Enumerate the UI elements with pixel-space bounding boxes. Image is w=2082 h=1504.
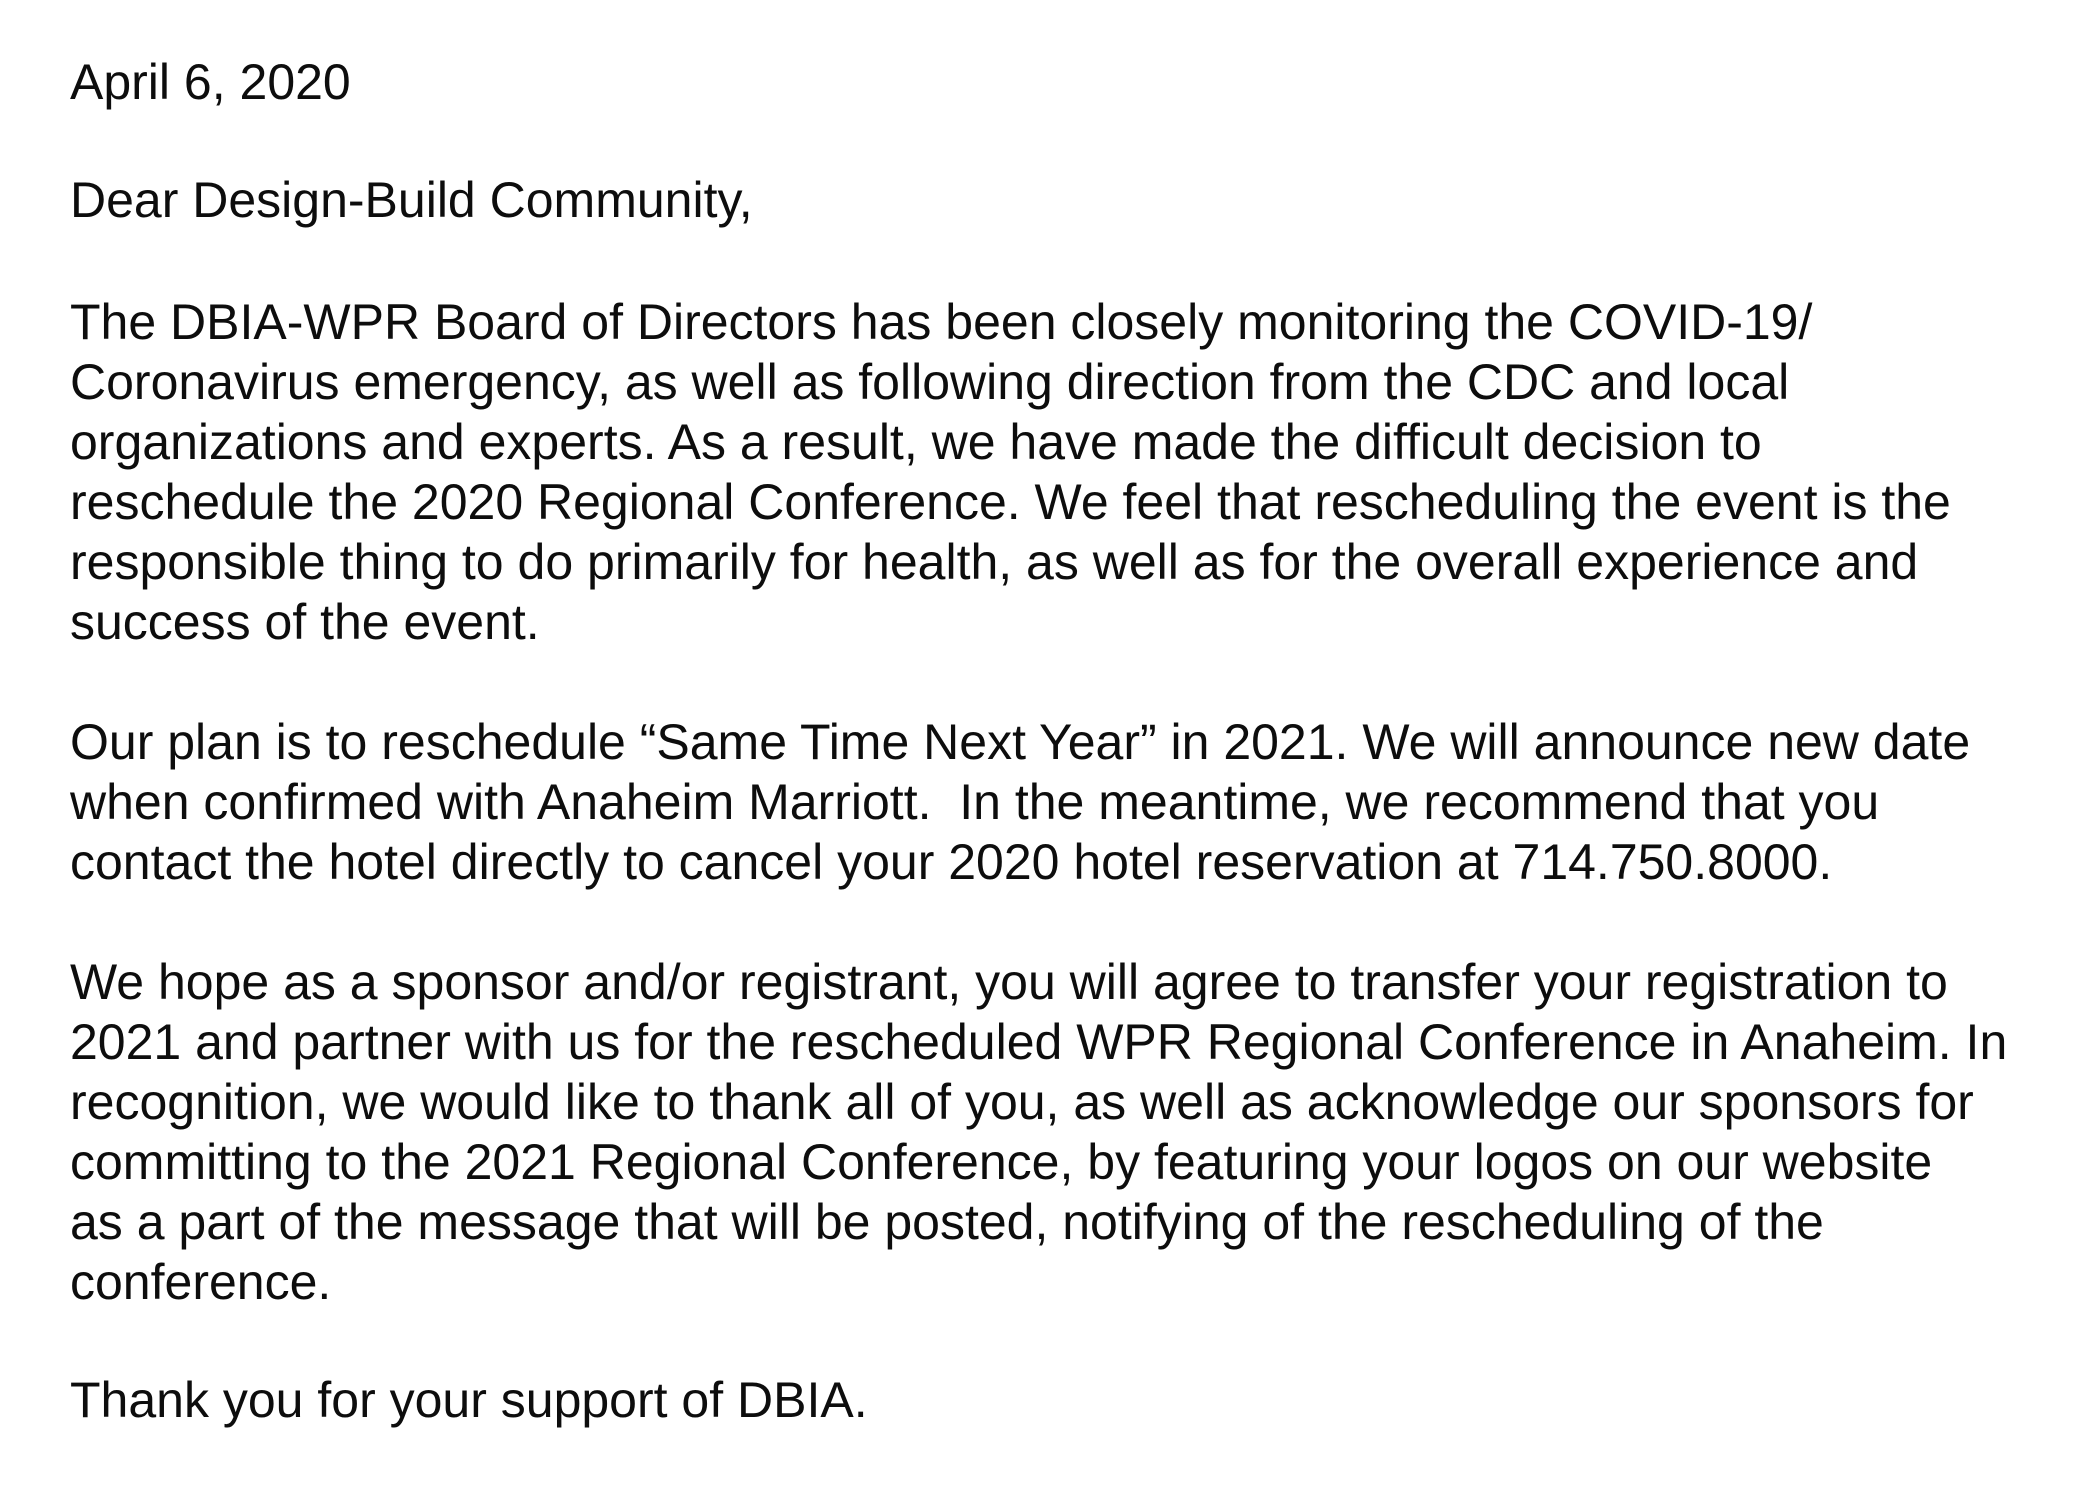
- paragraph-1-line: reschedule the 2020 Regional Conference. We feel that rescheduling the event is the: [70, 474, 1951, 530]
- letter-salutation: Dear Design-Build Community,: [70, 172, 753, 228]
- paragraph-1-line: The DBIA-WPR Board of Directors has been closely monitoring the COVID-19/: [70, 294, 1813, 350]
- letter-closing: Thank you for your support of DBIA.: [70, 1372, 868, 1428]
- paragraph-1-line: success of the event.: [70, 594, 540, 650]
- paragraph-3-line: recognition, we would like to thank all of you, as well as acknowledge our sponsors for: [70, 1074, 1974, 1130]
- paragraph-2-line: contact the hotel directly to cancel your 2020 hotel reservation at 714.750.8000.: [70, 834, 1833, 890]
- paragraph-1-line: Coronavirus emergency, as well as following direction from the CDC and local: [70, 354, 1790, 410]
- letter-date: April 6, 2020: [70, 54, 351, 110]
- paragraph-3-line: conference.: [70, 1254, 332, 1310]
- paragraph-3-line: as a part of the message that will be posted, notifying of the rescheduling of the: [70, 1194, 1824, 1250]
- paragraph-1-line: organizations and experts. As a result, we have made the difficult decision to: [70, 414, 1762, 470]
- paragraph-2-line: Our plan is to reschedule “Same Time Next Year” in 2021. We will announce new date: [70, 714, 1971, 770]
- paragraph-3-line: committing to the 2021 Regional Conference, by featuring your logos on our website: [70, 1134, 1933, 1190]
- paragraph-1-line: responsible thing to do primarily for health, as well as for the overall experience and: [70, 534, 1919, 590]
- paragraph-2-line: when confirmed with Anaheim Marriott. In the meantime, we recommend that you: [70, 774, 1880, 830]
- paragraph-3-line: We hope as a sponsor and/or registrant, you will agree to transfer your registration to: [70, 954, 1948, 1010]
- paragraph-3-line: 2021 and partner with us for the rescheduled WPR Regional Conference in Anaheim. In: [70, 1014, 2008, 1070]
